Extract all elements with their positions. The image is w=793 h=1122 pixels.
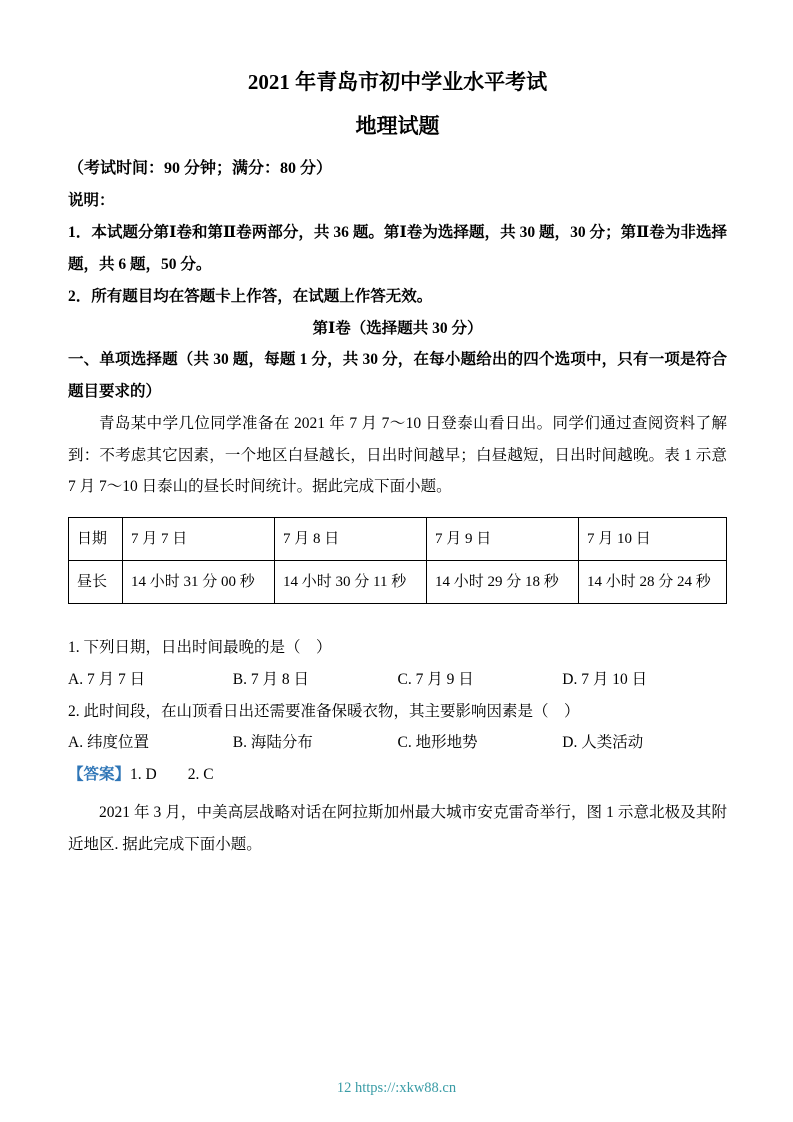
question-1-options	[68, 664, 727, 696]
table-cell: 14 小时 31 分 00 秒	[123, 561, 275, 604]
table-cell: 7 月 10 日	[579, 518, 727, 561]
daylight-duration-table	[68, 517, 727, 604]
option-d: D. 7 月 10 日	[562, 670, 648, 688]
passage-1: 青岛某中学几位同学准备在 2021 年 7 月 7～10 日登泰山看日出。同学们通过查阅资料了解到：不考虑其它因素，一个地区白昼越长，日出时间越早；白昼越短，日出时间越晚。表 1 示意 7 月 7～10 日泰山的昼长时间统计。据此完成下面小题。	[68, 414, 727, 496]
table-cell: 14 小时 30 分 11 秒	[275, 561, 427, 604]
option-c: C. 地形地势	[397, 734, 478, 752]
option-c: C. 7 月 9 日	[397, 670, 474, 688]
option-a: A. 7 月 7 日	[68, 670, 146, 688]
question-2-stem: 2. 此时间段，在山顶看日出还需要准备保暖衣物，其主要影响因素是（ ）	[68, 702, 580, 720]
table-header-cell: 日期	[69, 518, 123, 561]
table-cell: 7 月 7 日	[123, 518, 275, 561]
option-b: B. 7 月 8 日	[232, 670, 309, 688]
section-heading: 一、单项选择题（共 30 题，每题 1 分，共 30 分，在每小题给出的四个选项中，只有一项是符合题目要求的）	[68, 351, 727, 401]
exam-info-line: （考试时间：90 分钟；满分：80 分）	[68, 159, 333, 177]
note-item-1: 1．本试题分第Ⅰ卷和第Ⅱ卷两部分，共 36 题。第Ⅰ卷为选择题，共 30 题，30 分；第Ⅱ卷为非选择题，共 6 题，50 分。	[68, 224, 727, 274]
option-b: B. 海陆分布	[232, 734, 313, 752]
table-cell: 7 月 9 日	[427, 518, 579, 561]
exam-subtitle: 地理试题	[355, 114, 440, 139]
table-cell: 7 月 8 日	[275, 518, 427, 561]
part-title: 第Ⅰ卷（选择题共 30 分）	[312, 319, 483, 337]
answer-label: 【答案】	[68, 766, 131, 784]
question-1-stem: 1. 下列日期，日出时间最晚的是（ ）	[68, 639, 332, 657]
note-item-2: 2．所有题目均在答题卡上作答，在试题上作答无效。	[68, 287, 433, 305]
answer-line	[68, 759, 727, 791]
table-cell: 14 小时 28 分 24 秒	[579, 561, 727, 604]
page-footer	[0, 1078, 793, 1098]
table-cell: 14 小时 29 分 18 秒	[427, 561, 579, 604]
notes-label: 说明：	[68, 192, 115, 210]
passage-2: 2021 年 3 月，中美高层战略对话在阿拉斯加州最大城市安克雷奇举行，图 1 示意北极及其附近地区. 据此完成下面小题。	[68, 803, 727, 853]
option-a: A. 纬度位置	[68, 734, 149, 752]
table-row-daylength	[69, 561, 727, 604]
table-header-cell: 昼长	[69, 561, 123, 604]
question-2-options	[68, 727, 727, 759]
exam-title: 2021 年青岛市初中学业水平考试	[247, 70, 548, 94]
footer-link[interactable]: 12 https://:xkw88.cn	[336, 1079, 457, 1096]
answer-value: 1. D 2. C	[130, 766, 214, 784]
table-row-date	[69, 518, 727, 561]
option-d: D. 人类活动	[562, 734, 644, 752]
